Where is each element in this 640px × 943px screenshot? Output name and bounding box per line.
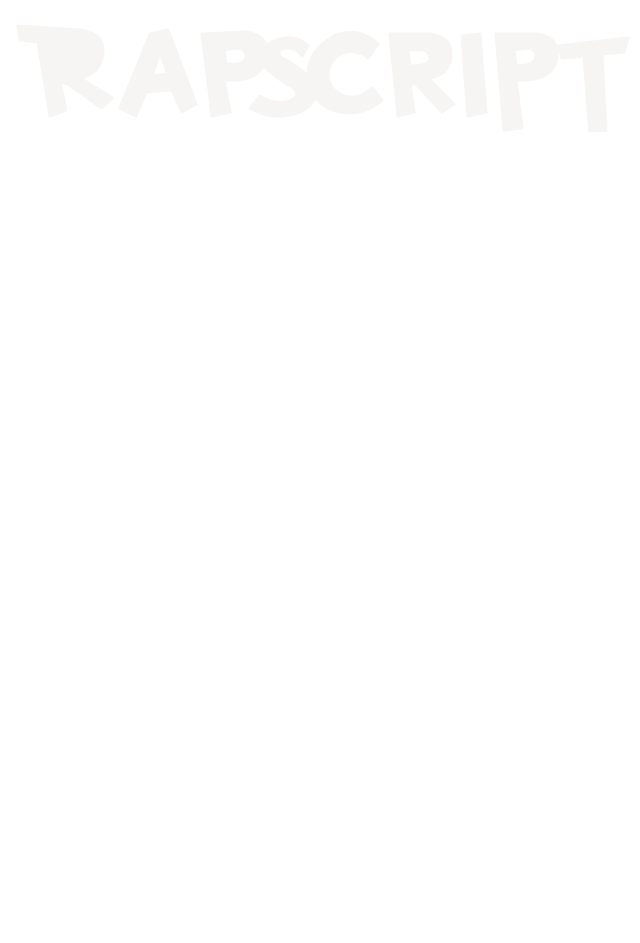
blank-content-area <box>0 140 640 943</box>
rapscript-logo <box>10 12 630 132</box>
logo-graphic <box>10 12 630 132</box>
